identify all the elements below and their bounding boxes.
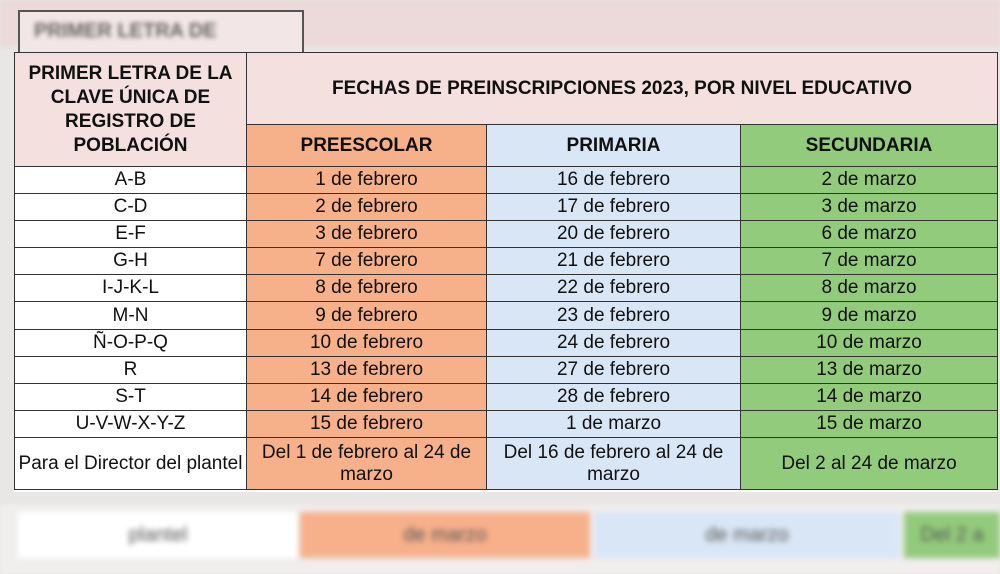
table-row	[15, 410, 998, 437]
secundaria-date-cell: 9 de marzo	[741, 302, 998, 329]
primaria-date-cell: 17 de febrero	[487, 194, 741, 221]
table-row	[15, 248, 998, 275]
primaria-date-cell: 1 de marzo	[487, 410, 741, 437]
primaria-date-cell: 27 de febrero	[487, 356, 741, 383]
secundaria-date-cell: 8 de marzo	[741, 275, 998, 302]
preinscription-table-card	[14, 52, 997, 492]
preescolar-date-cell: 1 de febrero	[247, 167, 487, 194]
table-row	[15, 302, 998, 329]
primaria-date-cell: 21 de febrero	[487, 248, 741, 275]
secundaria-date-cell: 2 de marzo	[741, 167, 998, 194]
row-key-cell: I-J-K-L	[15, 275, 247, 302]
secundaria-date-cell: 14 de marzo	[741, 383, 998, 410]
row-key-cell: C-D	[15, 194, 247, 221]
row-key-cell: E-F	[15, 221, 247, 248]
primaria-date-cell: 16 de febrero	[487, 167, 741, 194]
director-row-preescolar: Del 1 de febrero al 24 de marzo	[247, 438, 487, 490]
primaria-date-cell: 20 de febrero	[487, 221, 741, 248]
table-row	[15, 194, 998, 221]
secundaria-date-cell: 7 de marzo	[741, 248, 998, 275]
table-row	[15, 275, 998, 302]
primaria-date-cell: 22 de febrero	[487, 275, 741, 302]
director-row-primaria: Del 16 de febrero al 24 de marzo	[487, 438, 741, 490]
preescolar-date-cell: 9 de febrero	[247, 302, 487, 329]
secundaria-date-cell: 6 de marzo	[741, 221, 998, 248]
secundaria-date-cell: 15 de marzo	[741, 410, 998, 437]
row-key-cell: R	[15, 356, 247, 383]
background-bottom-cell: de marzo	[300, 512, 590, 558]
preescolar-date-cell: 7 de febrero	[247, 248, 487, 275]
director-row-key: Para el Director del plantel	[15, 438, 247, 490]
secundaria-date-cell: 13 de marzo	[741, 356, 998, 383]
row-key-cell: G-H	[15, 248, 247, 275]
background-bottom-cell: Del 2 a	[904, 512, 1000, 558]
primaria-date-cell: 23 de febrero	[487, 302, 741, 329]
preescolar-date-cell: 2 de febrero	[247, 194, 487, 221]
table-row	[15, 329, 998, 356]
row-key-cell: M-N	[15, 302, 247, 329]
level-header-preescolar: PREESCOLAR	[247, 125, 487, 167]
preescolar-date-cell: 14 de febrero	[247, 383, 487, 410]
row-key-cell: Ñ-O-P-Q	[15, 329, 247, 356]
secundaria-date-cell: 10 de marzo	[741, 329, 998, 356]
level-header-secundaria: SECUNDARIA	[741, 125, 998, 167]
table-title: FECHAS DE PREINSCRIPCIONES 2023, POR NIVEL EDUCATIVO	[247, 53, 998, 125]
secundaria-date-cell: 3 de marzo	[741, 194, 998, 221]
preescolar-date-cell: 15 de febrero	[247, 410, 487, 437]
preinscription-table	[14, 52, 998, 490]
row-key-cell: A-B	[15, 167, 247, 194]
level-header-primaria: PRIMARIA	[487, 125, 741, 167]
table-row	[15, 356, 998, 383]
background-top-text: PRIMER LETRA DE	[34, 20, 217, 42]
table-row	[15, 167, 998, 194]
director-row-secundaria: Del 2 al 24 de marzo	[741, 438, 998, 490]
row-key-cell: S-T	[15, 383, 247, 410]
primaria-date-cell: 28 de febrero	[487, 383, 741, 410]
preescolar-date-cell: 3 de febrero	[247, 221, 487, 248]
background-bottom-cell: de marzo	[594, 512, 900, 558]
preescolar-date-cell: 10 de febrero	[247, 329, 487, 356]
background-bottom-cell: plantel	[18, 512, 298, 558]
preescolar-date-cell: 13 de febrero	[247, 356, 487, 383]
table-row	[15, 383, 998, 410]
primaria-date-cell: 24 de febrero	[487, 329, 741, 356]
curp-letter-header: PRIMER LETRA DE LA CLAVE ÚNICA DE REGISTRO DE POBLACIÓN	[15, 53, 247, 167]
row-key-cell: U-V-W-X-Y-Z	[15, 410, 247, 437]
preescolar-date-cell: 8 de febrero	[247, 275, 487, 302]
table-row	[15, 221, 998, 248]
